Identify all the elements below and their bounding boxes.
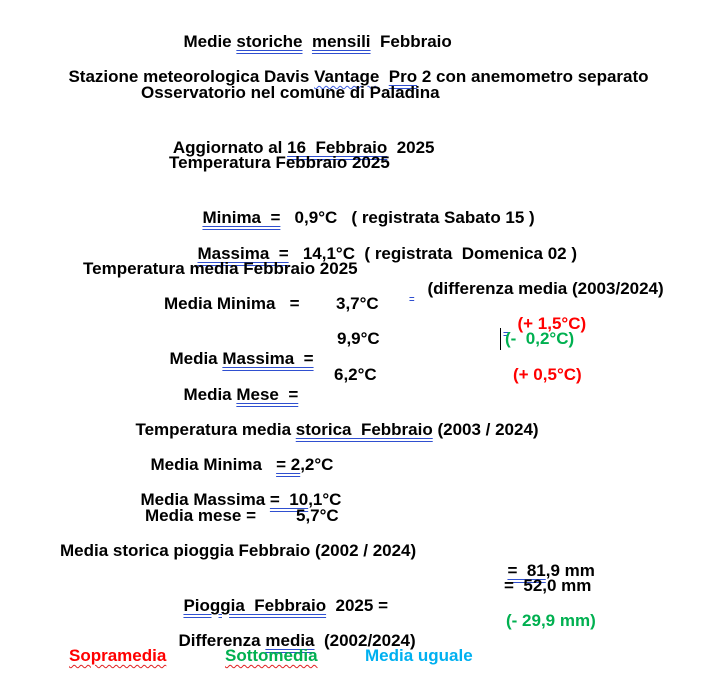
historic-heading xyxy=(126,400,539,440)
hist-mese-label: Media mese = xyxy=(145,506,257,525)
massima-value: 14,1°C ( registrata Domenica 02 ) xyxy=(288,244,578,263)
station-prefix: Stazione meteorologica Davis xyxy=(68,67,315,86)
mean-heading-right-text: (differenza media (2003/2024) xyxy=(427,279,664,298)
legend-sopramedia: Sopramedia xyxy=(69,646,167,665)
updated-suffix: 2025 xyxy=(387,138,435,157)
minima-line xyxy=(193,188,535,228)
massima-label: Massima = xyxy=(197,244,289,263)
media-minima-diff-value: (+ 1,5°C) xyxy=(517,314,587,333)
title-suffix: Febbraio xyxy=(370,32,452,51)
title-prefix: Medie xyxy=(183,32,237,51)
legend-media-uguale: Media uguale xyxy=(365,646,473,665)
media-minima-label: Media Minima = xyxy=(164,294,300,313)
hist-mese-value: 5,7°C xyxy=(296,506,339,525)
station-suffix: 2 con anemometro separato xyxy=(417,67,649,86)
rain-diff-label-prefix: Differenza xyxy=(178,631,266,650)
hist-massima-value: ,1°C xyxy=(308,490,342,509)
historic-heading-prefix: Temperatura media xyxy=(135,420,296,439)
title-line xyxy=(174,12,452,52)
rain-hist-value-text: ,9 mm xyxy=(545,561,595,580)
legend-sottomedia: Sottomedia xyxy=(225,646,318,665)
rain-2025-label-suffix: 2025 = xyxy=(326,596,388,615)
minima-label: Minima = xyxy=(202,208,281,227)
updated-line xyxy=(164,118,435,158)
hist-massima-line xyxy=(131,470,341,510)
historic-heading-underlined: storica Febbraio xyxy=(295,420,433,439)
media-mese-label-prefix: Media xyxy=(183,385,237,404)
station-vantage: Vantage xyxy=(314,67,380,86)
title-word-storiche: storiche xyxy=(236,32,303,51)
media-massima-value: 9,9°C xyxy=(337,329,380,348)
media-massima-label xyxy=(160,329,314,369)
hist-minima-line xyxy=(141,435,333,475)
rain-2025-label-underlined: Pioggia Febbraio xyxy=(183,596,327,615)
mean-heading-right xyxy=(400,259,664,299)
rain-2025-value: = 52,0 mm xyxy=(504,576,592,595)
updated-date: 16 Febbraio xyxy=(287,138,388,157)
media-massima-label-prefix: Media xyxy=(169,349,223,368)
observatory-line: Osservatorio nel comune di Paladina xyxy=(141,83,440,102)
media-mese-diff: (+ 0,5°C) xyxy=(513,365,582,384)
rain-diff-value: (- 29,9 mm) xyxy=(506,611,596,630)
media-massima-diff: (- 0,2°C) xyxy=(505,329,575,348)
rain-hist-value xyxy=(498,541,595,581)
historic-heading-suffix: (2003 / 2024) xyxy=(432,420,539,439)
rain-diff-label xyxy=(169,611,416,651)
hist-massima-eq: = 10 xyxy=(269,490,309,509)
title-word-mensili: mensili xyxy=(311,32,371,51)
hist-minima-eq: = 2 xyxy=(276,455,301,474)
media-mese-label xyxy=(174,365,298,405)
updated-prefix: Aggiornato al xyxy=(172,138,288,157)
media-minima-diff xyxy=(494,294,586,334)
station-line xyxy=(59,47,649,87)
media-mese-value: 6,2°C xyxy=(334,365,377,384)
mean-heading-left: Temperatura media Febbraio 2025 xyxy=(83,259,358,278)
massima-line xyxy=(188,224,577,264)
rain-2025-label xyxy=(174,576,388,616)
hist-minima-label: Media Minima xyxy=(150,455,277,474)
temperature-heading: Temperatura Febbraio 2025 xyxy=(169,153,390,172)
media-minima-value: 3,7°C xyxy=(336,294,379,313)
minima-value: 0,9°C ( registrata Sabato 15 ) xyxy=(280,208,535,227)
station-pro: Pro xyxy=(388,67,418,86)
rain-hist-label: Media storica pioggia Febbraio (2002 / 2024) xyxy=(60,541,417,560)
rain-diff-label-underlined: media xyxy=(265,631,315,650)
hist-massima-label: Media Massima xyxy=(140,490,270,509)
rain-diff-label-suffix: (2002/2024) xyxy=(314,631,416,650)
hist-minima-value: ,2°C xyxy=(300,455,334,474)
rain-hist-eq: = 81 xyxy=(507,561,546,580)
text-cursor xyxy=(500,328,501,350)
mean-heading-underlined-space xyxy=(409,279,427,299)
media-massima-label-underlined: Massima = xyxy=(222,349,314,368)
media-mese-label-underlined: Mese = xyxy=(236,385,299,404)
